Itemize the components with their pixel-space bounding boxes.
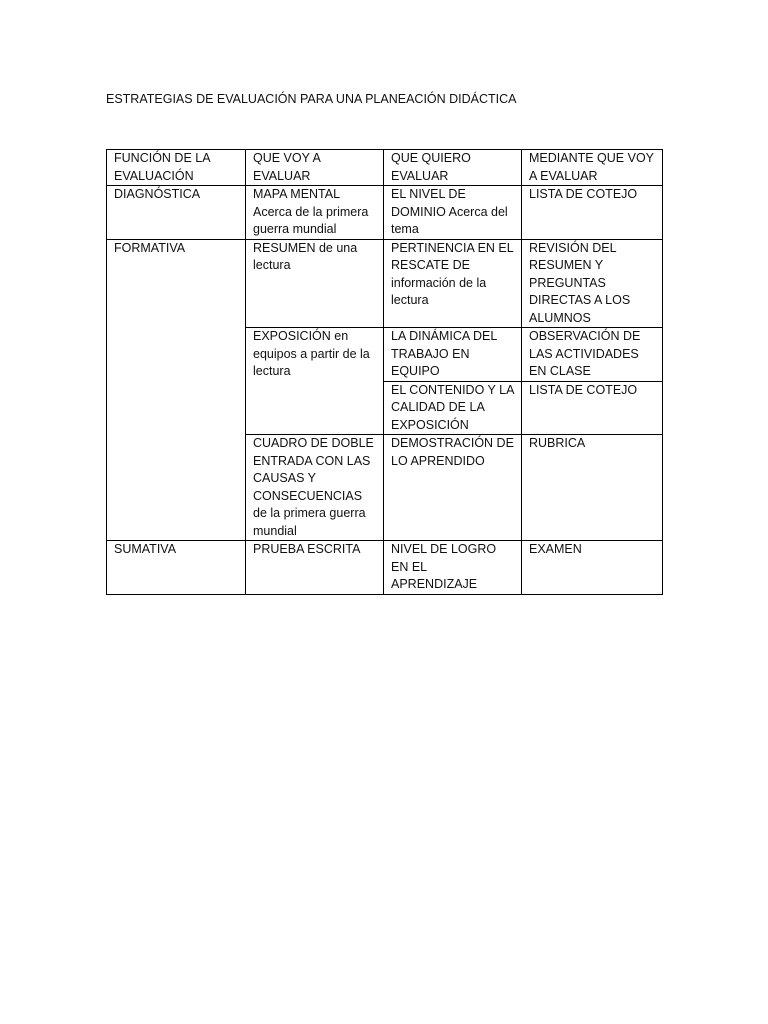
goal-cell: EL NIVEL DE DOMINIO Acerca del tema	[384, 186, 522, 240]
means-cell: LISTA DE COTEJO	[522, 381, 663, 435]
table-row	[107, 239, 663, 328]
table-row	[107, 186, 663, 240]
what-cell: RESUMEN de una lectura	[246, 239, 384, 328]
means-cell: RUBRICA	[522, 435, 663, 541]
function-cell: FORMATIVA	[107, 239, 246, 541]
goal-cell: NIVEL DE LOGRO EN EL APRENDIZAJE	[384, 541, 522, 595]
what-cell: CUADRO DE DOBLE ENTRADA CON LAS CAUSAS Y CONSECUENCIAS de la primera guerra mundial	[246, 435, 384, 541]
goal-cell: LA DINÁMICA DEL TRABAJO EN EQUIPO	[384, 328, 522, 382]
evaluation-table	[106, 149, 663, 595]
goal-cell: EL CONTENIDO Y LA CALIDAD DE LA EXPOSICIÓN	[384, 381, 522, 435]
means-cell: LISTA DE COTEJO	[522, 186, 663, 240]
header-cell-function: FUNCIÓN DE LA EVALUACIÓN	[107, 150, 246, 186]
function-cell: DIAGNÓSTICA	[107, 186, 246, 240]
means-cell: OBSERVACIÓN DE LAS ACTIVIDADES EN CLASE	[522, 328, 663, 382]
goal-cell: DEMOSTRACIÓN DE LO APRENDIDO	[384, 435, 522, 541]
what-cell: MAPA MENTAL Acerca de la primera guerra mundial	[246, 186, 384, 240]
goal-cell: PERTINENCIA EN EL RESCATE DE información de la lectura	[384, 239, 522, 328]
document-title: ESTRATEGIAS DE EVALUACIÓN PARA UNA PLANEACIÓN DIDÁCTICA	[106, 92, 517, 106]
table-header-row	[107, 150, 663, 186]
means-cell: REVISIÓN DEL RESUMEN Y PREGUNTAS DIRECTAS A LOS ALUMNOS	[522, 239, 663, 328]
table-row	[107, 541, 663, 595]
what-cell: PRUEBA ESCRITA	[246, 541, 384, 595]
header-cell-means: MEDIANTE QUE VOY A EVALUAR	[522, 150, 663, 186]
means-cell: EXAMEN	[522, 541, 663, 595]
header-cell-goal: QUE QUIERO EVALUAR	[384, 150, 522, 186]
what-cell: EXPOSICIÓN en equipos a partir de la lectura	[246, 328, 384, 435]
function-cell: SUMATIVA	[107, 541, 246, 595]
header-cell-what: QUE VOY A EVALUAR	[246, 150, 384, 186]
